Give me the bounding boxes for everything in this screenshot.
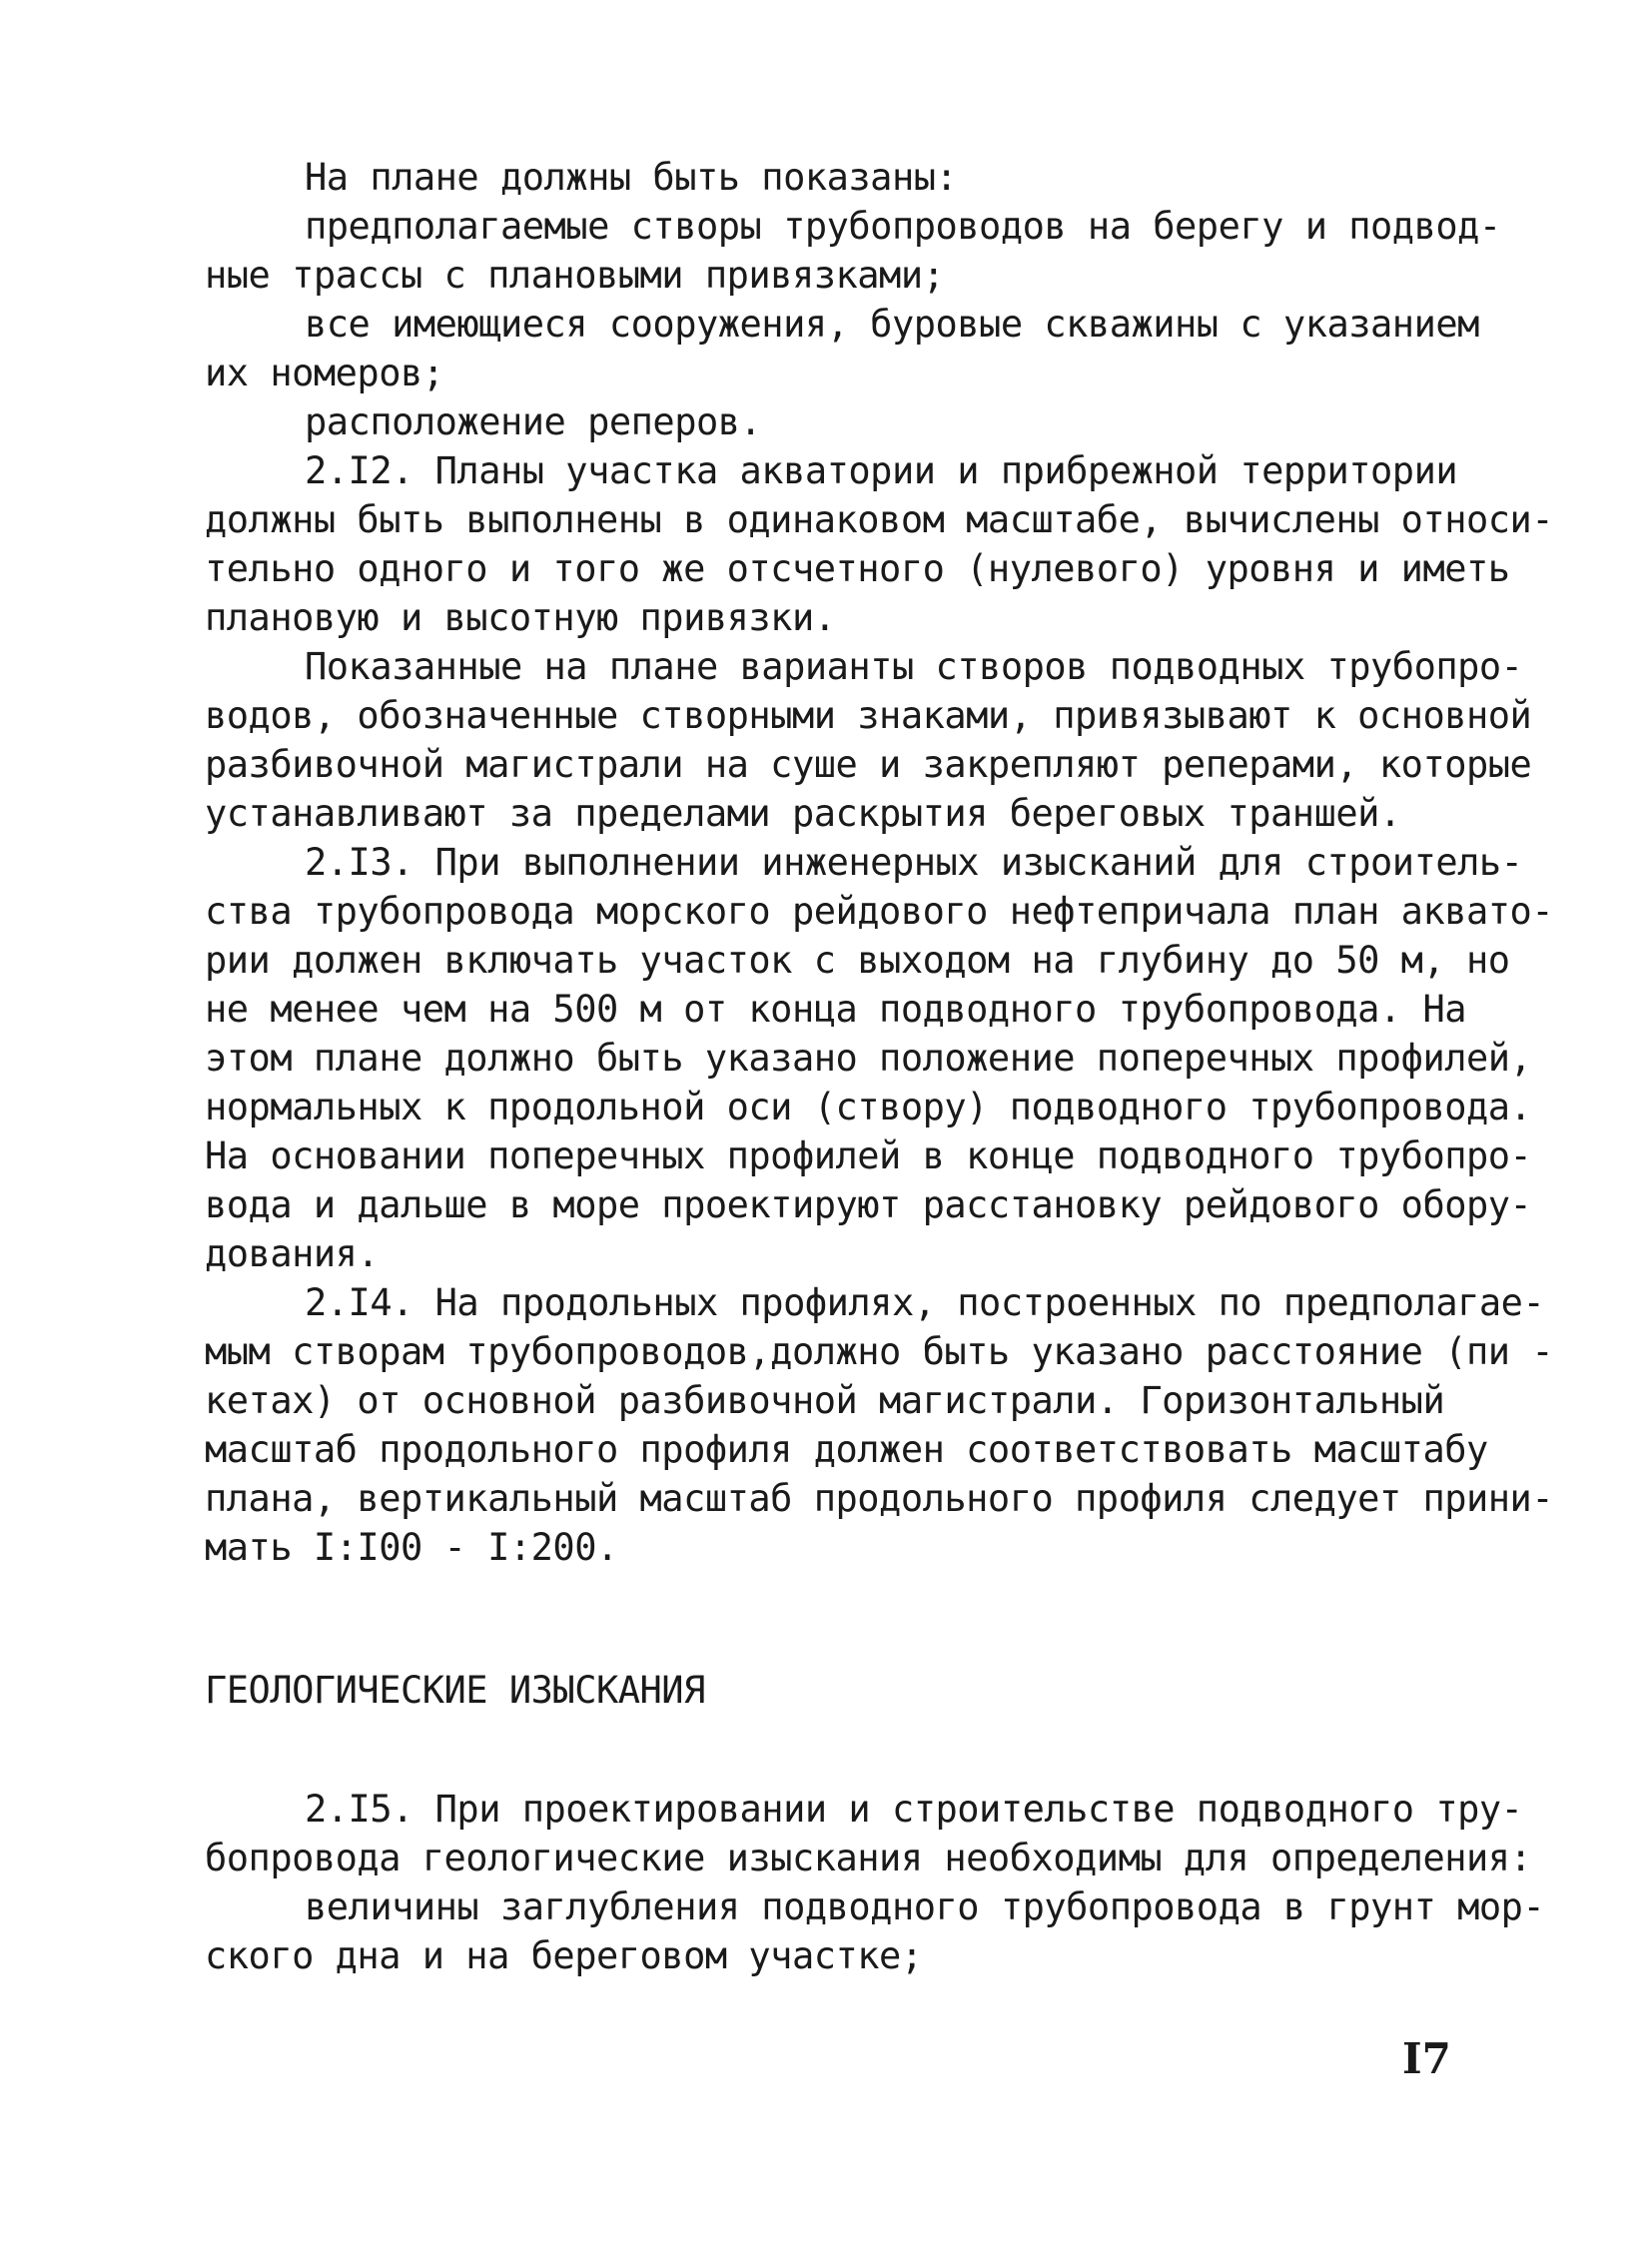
text-line: тельно одного и того же отсчетного (нулевого) уровня и иметь: [205, 547, 1510, 590]
text-line: 2.I2. Планы участка акватории и прибрежной территории: [305, 449, 1458, 492]
text-line: ского дна и на береговом участке;: [205, 1934, 923, 1977]
text-line: бопровода геологические изыскания необходимы для определения:: [205, 1837, 1532, 1879]
text-line: не менее чем на 500 м от конца подводного трубопровода. На: [205, 988, 1467, 1031]
text-line: их номеров;: [205, 352, 444, 394]
text-line: расположение реперов.: [305, 400, 762, 443]
text-line: На основании поперечных профилей в конце подводного трубопро-: [205, 1134, 1532, 1177]
text-line: рии должен включать участок с выходом на глубину до 50 м, но: [205, 939, 1510, 982]
text-line: должны быть выполнены в одинаковом масштабе, вычислены относи-: [205, 498, 1554, 541]
text-line: дования.: [205, 1232, 380, 1275]
text-line: ства трубопровода морского рейдового нефтепричала план аквато-: [205, 890, 1554, 933]
text-line: мым створам трубопроводов,должно быть указано расстояние (пи -: [205, 1330, 1554, 1373]
text-line: водов, обозначенные створными знаками, привязывают к основной: [205, 694, 1532, 737]
text-line: величины заглубления подводного трубопровода в грунт мор-: [305, 1885, 1545, 1928]
text-line: все имеющиеся сооружения, буровые скважины с указанием: [305, 303, 1479, 346]
section-heading: ГЕОЛОГИЧЕСКИЕ ИЗЫСКАНИЯ: [205, 1669, 705, 1712]
text-line: 2.I5. При проектировании и строительстве подводного тру-: [305, 1788, 1523, 1831]
text-line: вода и дальше в море проектируют расстановку рейдового обору-: [205, 1183, 1532, 1226]
text-line: масштаб продольного профиля должен соответствовать масштабу: [205, 1428, 1488, 1471]
text-line: 2.I4. На продольных профилях, построенных по предполагае-: [305, 1281, 1545, 1324]
text-line: плановую и высотную привязки.: [205, 596, 836, 639]
text-line: 2.I3. При выполнении инженерных изысканий для строитель-: [305, 841, 1523, 884]
text-line: нормальных к продольной оси (створу) подводного трубопровода.: [205, 1086, 1532, 1128]
page-number: I7: [1402, 2034, 1451, 2083]
text-line: кетах) от основной разбивочной магистрали. Горизонтальный: [205, 1379, 1445, 1422]
text-line: предполагаемые створы трубопроводов на берегу и подвод-: [305, 205, 1501, 248]
text-line: плана, вертикальный масштаб продольного профиля следует прини-: [205, 1477, 1554, 1520]
text-line: устанавливают за пределами раскрытия береговых траншей.: [205, 792, 1401, 835]
text-line: ные трассы с плановыми привязками;: [205, 254, 945, 297]
text-line: разбивочной магистрали на суше и закрепляют реперами, которые: [205, 743, 1532, 786]
text-line: Показанные на плане варианты створов подводных трубопро-: [305, 645, 1523, 688]
text-line: мать I:I00 - I:200.: [205, 1526, 618, 1569]
text-line: На плане должны быть показаны:: [305, 156, 958, 199]
text-line: этом плане должно быть указано положение поперечных профилей,: [205, 1037, 1532, 1080]
